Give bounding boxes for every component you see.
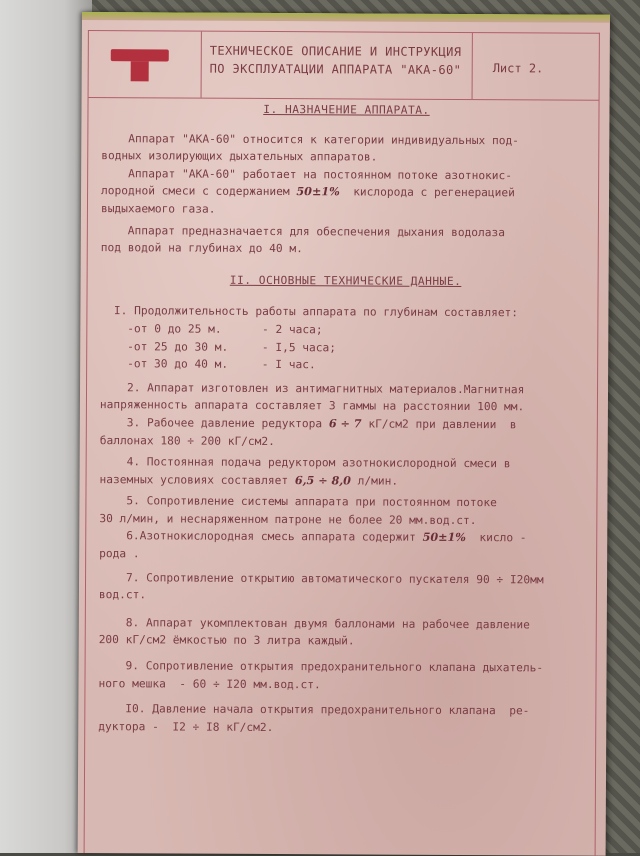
logo: [111, 49, 169, 81]
text-run: л/мин.: [350, 474, 399, 488]
page-top-edge: [82, 12, 610, 23]
section-1-paragraph-2: [101, 165, 591, 220]
document-title-line-1: ТЕХНИЧЕСКОЕ ОПИСАНИЕ И ИНСТРУКЦИЯ: [209, 43, 462, 59]
sheet-number: Лист 2.: [492, 61, 544, 76]
handwritten-value: 6 ÷ 7: [328, 416, 362, 431]
section-1-paragraph-1: Аппарат "АКА-60" относится к категории индивидуальных под- водных изолирующих дыхательных аппаратов.: [101, 131, 519, 164]
logo-stem: [131, 61, 149, 81]
text-run: кисло - рода .: [99, 531, 527, 561]
text-run: 3. Рабочее давление редуктора: [99, 416, 329, 431]
title-block: [89, 31, 599, 101]
spec-item-9: 9. Сопротивление открытия предохранительного клапана дыхатель- ного мешка - 60 ÷ I20 мм.вод.ст.: [98, 659, 544, 691]
spec-item-10: I0. Давление начала открытия предохранительного клапана ре- дуктора - I2 ÷ I8 кГ/см2.: [98, 702, 530, 734]
handwritten-value: 50±1%: [422, 530, 466, 545]
document-title-line-2: ПО ЭКСПЛУАТАЦИИ АППАРАТА "АКА-60": [209, 61, 462, 77]
text-run: 4. Постоянная подача редуктором азотнокислородной смеси в наземных условиях составляет: [99, 455, 511, 487]
text-run: Аппарат "АКА-60" работает на постоянном потоке азотнокис- лородной смеси с содержанием: [101, 166, 513, 199]
section-1-heading: I. НАЗНАЧЕНИЕ АППАРАТА.: [263, 102, 430, 117]
text-run: кГ/см2 при давлении в баллонах 180 ÷ 200 кГ/см2.: [99, 417, 517, 448]
spec-item-6: [99, 528, 589, 566]
document-title: [201, 32, 473, 99]
spec-item-1: I. Продолжительность работы аппарата по глубинам составляет: -от 0 до 25 м. - 2 часа; -от 25 до 30 м. - I,5 часа; -от 30 до 40 м. - I час.: [100, 304, 519, 372]
section-2-heading: II. ОСНОВНЫЕ ТЕХНИЧЕСКИЕ ДАННЫЕ.: [229, 273, 462, 288]
handwritten-value: 6,5 ÷ 8,0: [294, 472, 352, 488]
spec-item-3: [100, 414, 590, 452]
handwritten-value: 50±1%: [296, 184, 340, 199]
spec-item-8: 8. Аппарат укомплектован двумя баллонами на рабочее давление 200 кГ/см2 ёмкостью по 3 литра каждый.: [98, 615, 530, 648]
document-body: [98, 100, 591, 738]
spec-item-5: 5. Сопротивление системы аппарата при постоянном потоке 30 л/мин, и неснаряженном патроне не более 20 мм.вод.ст.: [99, 494, 497, 527]
spec-item-2: 2. Аппарат изготовлен из антимагнитных материалов.Магнитная напряженность аппарата составляет 3 гаммы на расстоянии 100 мм.: [99, 380, 525, 414]
spec-item-4: [100, 453, 590, 491]
section-1-paragraph-3: Аппарат предназначается для обеспечения дыхания водолаза под водой на глубинах до 40 м.: [100, 223, 506, 256]
logo-bar: [111, 49, 169, 61]
spec-item-7: 7. Сопротивление открытию автоматического пускателя 90 ÷ I20мм вод.ст.: [98, 570, 544, 602]
text-run: кислорода с регенерацией выдыхаемого газа.: [100, 185, 515, 216]
document-page: [78, 12, 610, 856]
text-run: 6.Азотнокислородная смесь аппарата содержит: [99, 529, 423, 545]
